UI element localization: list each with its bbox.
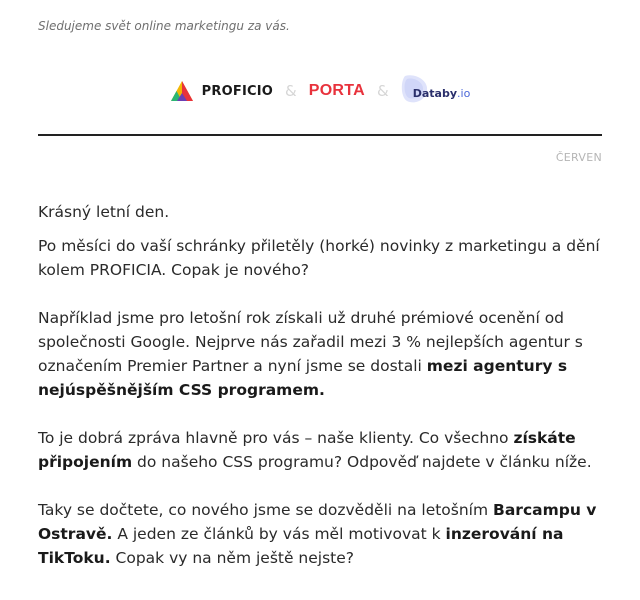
ampersand-separator: &: [285, 82, 297, 100]
preheader-text: Sledujeme svět online marketingu za vás.: [38, 19, 290, 33]
intro-paragraph: [38, 234, 603, 282]
issue-month: ČERVEN: [555, 151, 602, 164]
newsletter-body: [38, 200, 603, 594]
tiktok-highlight: inzerování na TikToku.: [38, 525, 564, 567]
join-benefits-highlight: získáte připojením: [38, 429, 576, 471]
proficio-triangle-icon: [170, 80, 194, 102]
paragraph-text: Copak vy na něm ještě nejste?: [110, 549, 355, 567]
proficio-wordmark: PROFICIO: [201, 83, 274, 99]
ampersand-separator: &: [377, 82, 389, 100]
paragraph-text: do našeho CSS programu? Odpověď najdete v článku níže.: [132, 453, 592, 471]
porta-logo[interactable]: [309, 82, 365, 100]
paragraph-text: To je dobrá zpráva hlavně pro vás – naše klienty. Co všechno: [38, 429, 514, 447]
css-program-highlight: mezi agentury s nejúspěšnějším CSS programem.: [38, 357, 568, 399]
google-award-paragraph: [38, 306, 603, 402]
greeting-text: Krásný letní den.: [38, 203, 170, 221]
css-benefits-paragraph: [38, 426, 603, 474]
databy-logo[interactable]: [401, 74, 471, 108]
paragraph-text: A jeden ze článků by vás měl motivovat k: [112, 525, 446, 543]
header-divider: [38, 134, 602, 136]
databy-name: Databy: [412, 86, 458, 100]
proficio-logo[interactable]: [170, 80, 273, 102]
articles-paragraph: [38, 498, 603, 570]
databy-wordmark: [401, 83, 471, 100]
partner-logos: [0, 74, 640, 108]
paragraph-text: Například jsme pro letošní rok získali už druhé prémiové ocenění od společnosti Google. Nejprve nás zařadil mezi 3 % nejlepších agentur s označením Premier Partner a nyní jsme se dostali: [38, 309, 583, 375]
paragraph-text: Taky se dočtete, co nového jsme se dozvěděli na letošním: [38, 501, 494, 519]
databy-suffix: .io: [457, 86, 471, 100]
barcamp-highlight: Barcampu v Ostravě.: [38, 501, 597, 543]
porta-wordmark: PORTA: [308, 82, 366, 99]
paragraph-text: Po měsíci do vaší schránky přiletěly (horké) novinky z marketingu a dění kolem PROFICIA. Copak je nového?: [38, 237, 600, 279]
